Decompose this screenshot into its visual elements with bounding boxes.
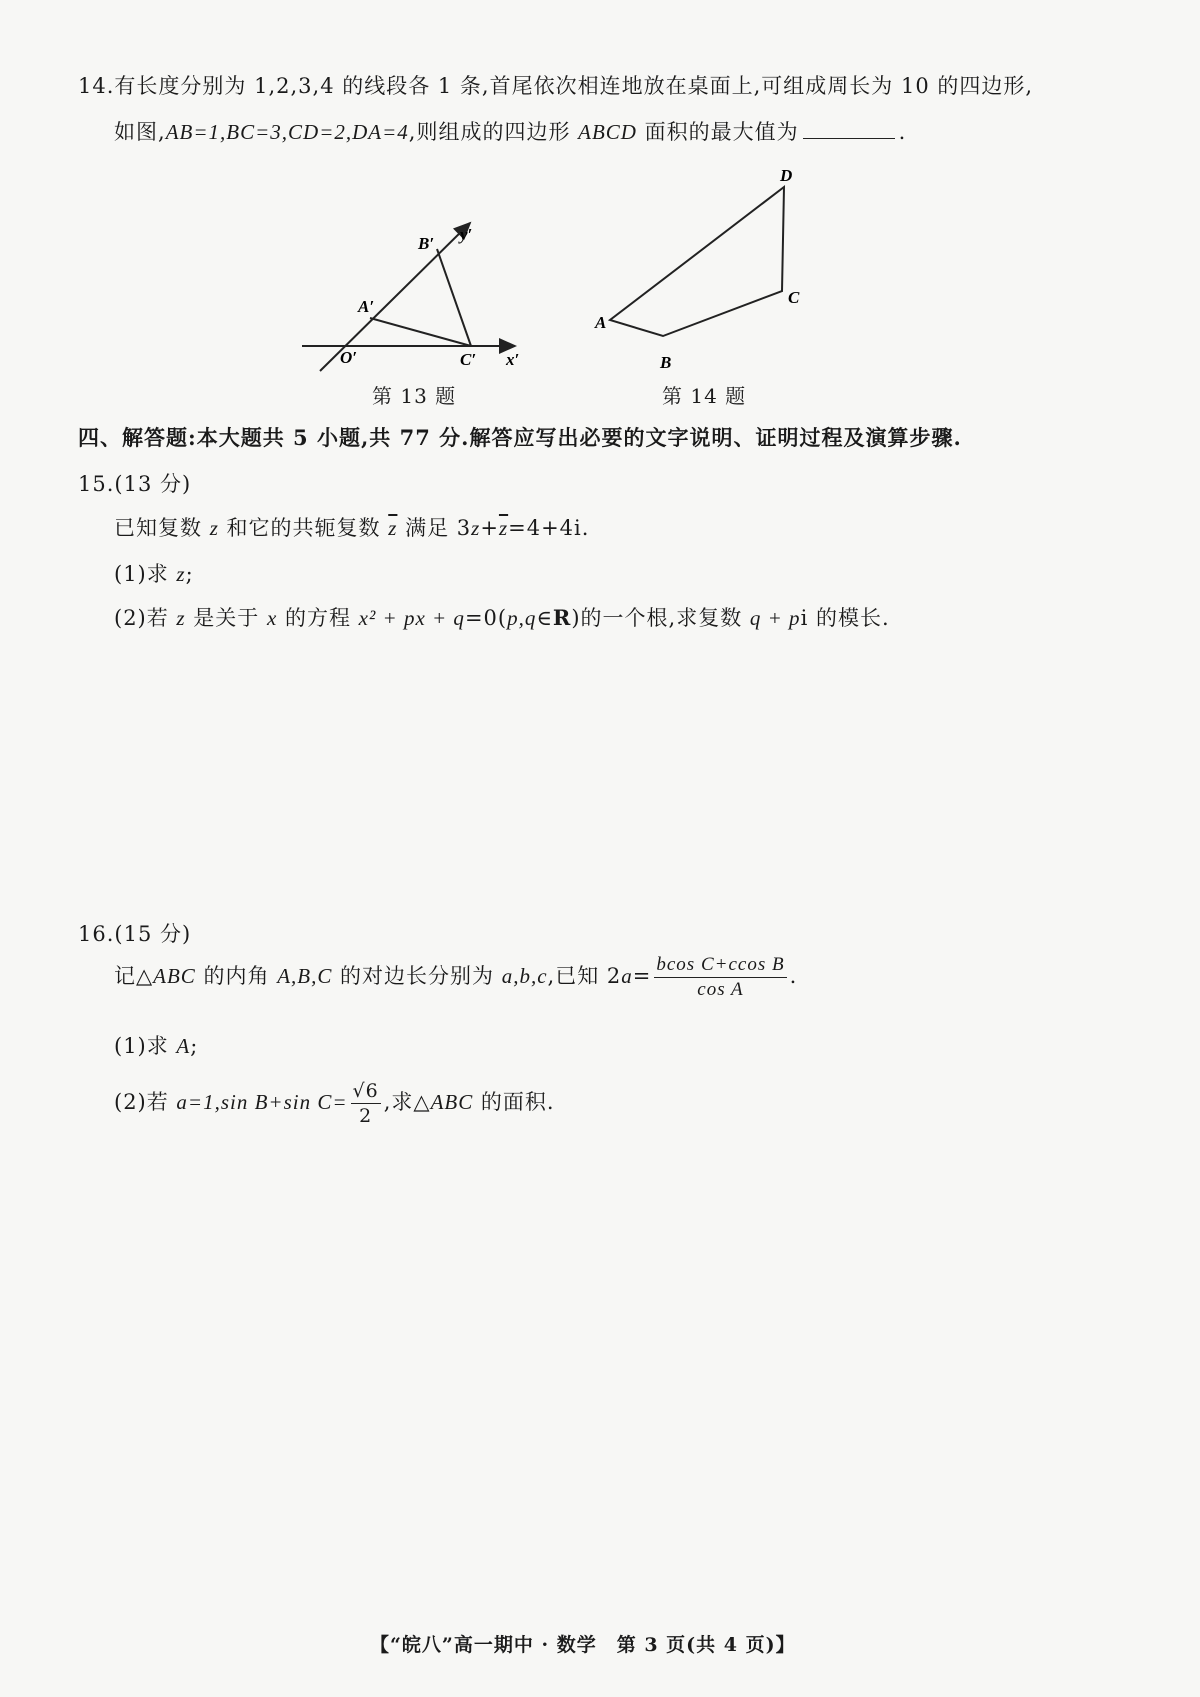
q16-header: 16.(15 分) — [78, 922, 192, 946]
q16-part1: (1)求 A; — [114, 1034, 199, 1058]
figure-13-caption: 第 13 题 — [372, 384, 457, 408]
q15-header: 15.(13 分) — [78, 472, 192, 496]
label-a: A — [595, 313, 607, 332]
q14-line1: 14.有长度分别为 1,2,3,4 的线段各 1 条,首尾依次相连地放在桌面上,可组成周长为 10 的四边形, — [78, 74, 1034, 98]
q14-line2: 如图,AB=1,BC=3,CD=2,DA=4,则组成的四边形 ABCD 面积的最大值为 . — [114, 120, 907, 144]
section-4-heading: 四、解答题:本大题共 5 小题,共 77 分.解答应写出必要的文字说明、证明过程及演算步骤. — [78, 425, 962, 450]
q16-sqrt-fraction: $\frac{√6}{2}$ — [352, 1080, 379, 1127]
page-footer: 【“皖八”高一期中 · 数学 第 3 页(共 4 页)】 — [370, 1634, 796, 1656]
q16-part2: (2)若 a=1,sin B+sin C= $\frac{√6}{2}$ ,求△ABC 的面积. — [114, 1080, 555, 1127]
label-c: C — [788, 288, 800, 307]
label-d: D — [780, 170, 793, 185]
label-o-prime: O′ — [340, 348, 358, 367]
q15-part1: (1)求 z; — [114, 562, 194, 586]
label-b-prime: B′ — [418, 234, 435, 253]
label-b: B — [660, 353, 672, 372]
figure-13-diagram — [290, 215, 540, 380]
q15-part2: (2)若 z 是关于 x 的方程 x² + px + q=0(p,q∈R)的一个根,求复数 q + pi 的模长. — [114, 605, 890, 630]
q16-fraction: $\frac{\text{bcos C+ccos B}}{\text{cos A}}$ — [656, 954, 785, 1000]
label-y-prime: y′ — [460, 225, 473, 244]
label-a-prime: A′ — [358, 297, 375, 316]
q15-stem: 已知复数 z 和它的共轭复数 $\overline{z}$ 满足 $3z+\overline{z}=4+4i$. — [114, 516, 590, 540]
quadrilateral-abcd — [610, 187, 784, 336]
figure-14-caption: 第 14 题 — [662, 384, 747, 408]
label-x-prime: x′ — [506, 350, 520, 369]
label-c-prime: C′ — [460, 350, 477, 369]
q16-stem: 记△ABC 的内角 A,B,C 的对边长分别为 a,b,c,已知 2a= $\frac{\text{bcos C+ccos B}}{\text{cos A}}$ . — [114, 954, 798, 1000]
answer-blank — [803, 120, 895, 139]
figure-14-diagram — [590, 170, 830, 375]
